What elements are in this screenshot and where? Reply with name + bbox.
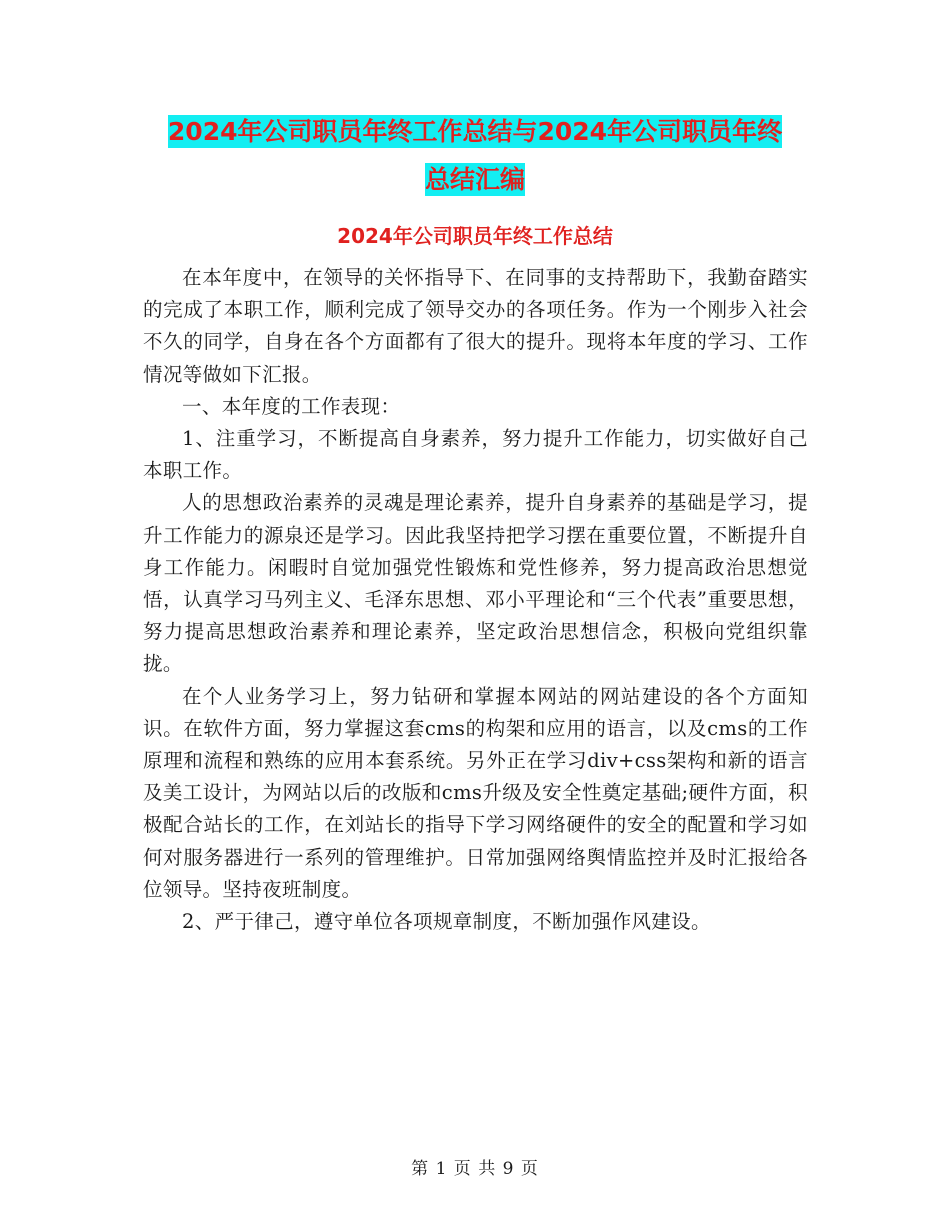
paragraph: 在个人业务学习上，努力钻研和掌握本网站的网站建设的各个方面知识。在软件方面，努力掌握这套cms的构架和应用的语言，以及cms的工作原理和流程和熟练的应用本套系统。另外正在学习div+css架构和新的语言及美工设计，为网站以后的改版和cms升级及安全性奠定基础;硬件方面，积极配合站长的工作，在刘站长的指导下学习网络硬件的安全的配置和学习如何对服务器进行一系列的管理维护。日常加强网络舆情监控并及时汇报给各位领导。坚持夜班制度。	[143, 684, 808, 901]
document-title-line1: 2024年公司职员年终工作总结与2024年公司职员年终	[167, 117, 783, 146]
paragraph: 2、严于律己，遵守单位各项规章制度，不断加强作风建设。	[182, 910, 711, 934]
section-title: 2024年公司职员年终工作总结	[337, 224, 613, 248]
page-footer: 第 1 页 共 9 页	[411, 1159, 539, 1179]
paragraph: 1、注重学习，不断提高自身素养，努力提升工作能力，切实做好自己本职工作。	[143, 427, 808, 483]
document-body	[143, 262, 808, 938]
paragraph: 一、本年度的工作表现：	[182, 394, 401, 418]
paragraph: 在本年度中，在领导的关怀指导下、在同事的支持帮助下，我勤奋踏实的完成了本职工作，顺利完成了领导交办的各项任务。作为一个刚步入社会不久的同学，自身在各个方面都有了很大的提升。现将本年度的学习、工作情况等做如下汇报。	[143, 266, 808, 386]
document-title-line2: 总结汇编	[424, 165, 525, 194]
document-title	[120, 108, 830, 204]
paragraph: 人的思想政治素养的灵魂是理论素养，提升自身素养的基础是学习，提升工作能力的源泉还是学习。因此我坚持把学习摆在重要位置，不断提升自身工作能力。闲暇时自觉加强党性锻炼和党性修养，努力提高政治思想觉悟，认真学习马列主义、毛泽东思想、邓小平理论和“三个代表”重要思想，努力提高思想政治素养和理论素养，坚定政治思想信念，积极向党组织靠拢。	[143, 491, 808, 676]
